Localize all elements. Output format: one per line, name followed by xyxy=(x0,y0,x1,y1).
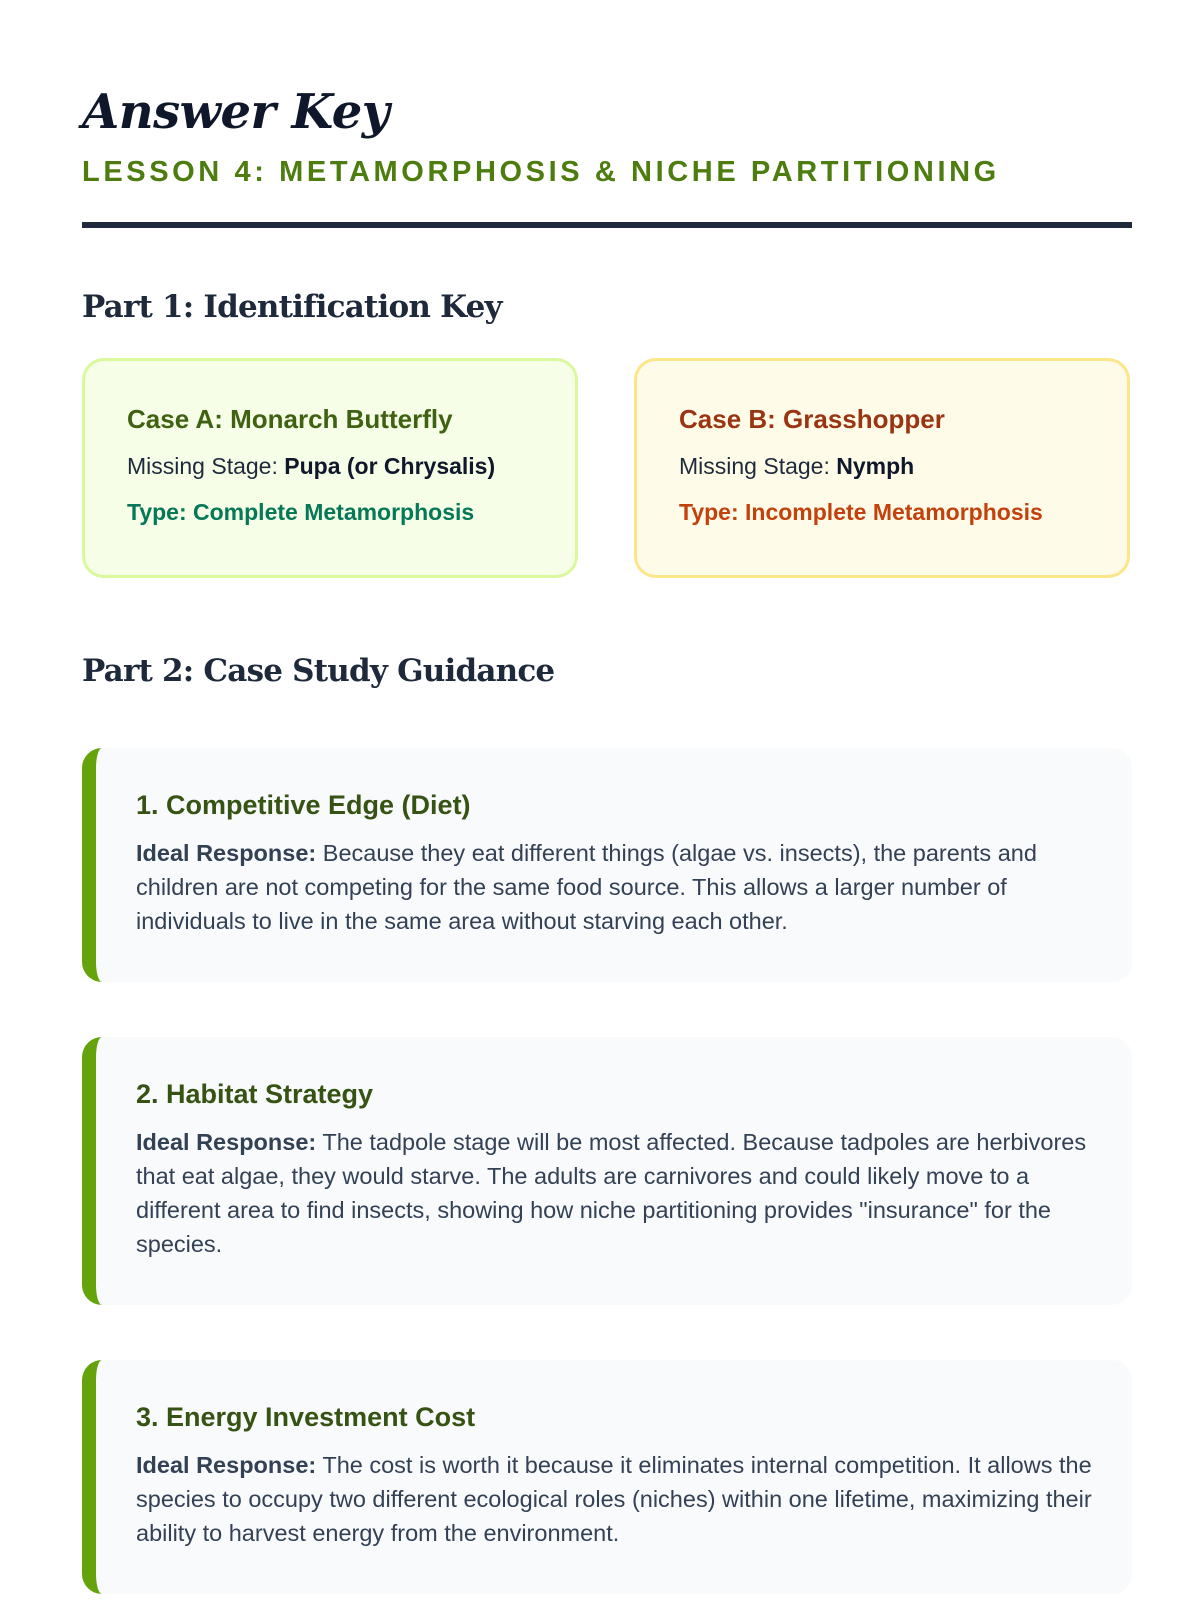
page-title: Answer Key xyxy=(82,84,390,140)
case-b-missing-stage xyxy=(679,451,1087,481)
guidance-card-3 xyxy=(82,1360,1132,1594)
case-b-missing-value: Nymph xyxy=(836,453,915,479)
case-a-card xyxy=(82,358,578,578)
part2-heading: Part 2: Case Study Guidance xyxy=(82,653,555,689)
guidance-3-text: The cost is worth it because it eliminates internal competition. It allows the species to occupy two different ecological roles (niches) within one lifetime, maximizing their ability to harvest energy from the environment. xyxy=(136,1452,1092,1546)
case-a-missing-stage xyxy=(127,451,535,481)
case-a-title: Case A: Monarch Butterfly xyxy=(127,404,453,434)
lesson-subtitle: LESSON 4: METAMORPHOSIS & NICHE PARTITIONING xyxy=(82,156,1000,188)
guidance-2-title: 2. Habitat Strategy xyxy=(136,1079,374,1109)
guidance-2-text: The tadpole stage will be most affected. Because tadpoles are herbivores that eat algae, they would starve. The adults are carnivores and could likely move to a different area to find insects, showing how niche partitioning provides "insurance" for the species. xyxy=(136,1129,1087,1257)
guidance-card-2 xyxy=(82,1037,1132,1305)
case-b-missing-label: Missing Stage: xyxy=(679,453,837,479)
guidance-1-label: Ideal Response: xyxy=(136,840,317,866)
guidance-2-body xyxy=(136,1125,1092,1261)
guidance-3-label: Ideal Response: xyxy=(136,1452,317,1478)
case-b-card xyxy=(634,358,1130,578)
header-divider xyxy=(82,222,1132,228)
case-b-type: Type: Incomplete Metamorphosis xyxy=(679,499,1043,525)
guidance-3-body xyxy=(136,1448,1092,1550)
part1-heading: Part 1: Identification Key xyxy=(82,289,502,325)
guidance-1-body xyxy=(136,836,1092,938)
case-a-type: Type: Complete Metamorphosis xyxy=(127,499,475,525)
guidance-1-text: Because they eat different things (algae vs. insects), the parents and children are not competing for the same food source. This allows a larger number of individuals to live in the same area without starving each other. xyxy=(136,840,1037,934)
guidance-1-title: 1. Competitive Edge (Diet) xyxy=(136,790,471,820)
guidance-3-title: 3. Energy Investment Cost xyxy=(136,1402,476,1432)
case-b-title: Case B: Grasshopper xyxy=(679,404,945,434)
case-a-missing-label: Missing Stage: xyxy=(127,453,285,479)
guidance-2-label: Ideal Response: xyxy=(136,1129,317,1155)
guidance-card-1 xyxy=(82,748,1132,982)
case-a-missing-value: Pupa (or Chrysalis) xyxy=(284,453,496,479)
